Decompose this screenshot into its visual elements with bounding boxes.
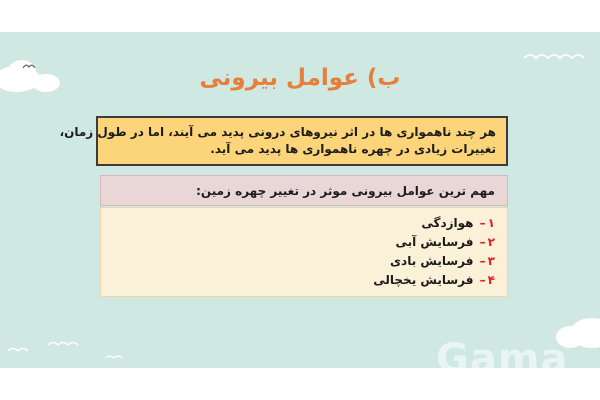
wave-icon (104, 352, 124, 360)
wave-icon (46, 338, 86, 348)
list-item (113, 271, 495, 290)
list-item-number: ۲ (487, 235, 495, 249)
wave-icon (522, 50, 592, 62)
cloud-left-small (32, 74, 60, 92)
wave-icon (6, 344, 32, 354)
dash-icon: – (479, 273, 486, 287)
list-item (113, 214, 495, 233)
dash-icon: – (479, 254, 486, 268)
intro-text-line-1: هر چند ناهمواری ها در اثر نیروهای درونی پدید می آیند، اما در طول زمان، (59, 125, 496, 139)
slide-title: ب) عوامل بیرونی (199, 65, 401, 91)
list-item-number: ۱ (487, 216, 495, 230)
list-item (113, 252, 495, 271)
list-item-number: ۳ (487, 254, 495, 268)
list-item-label: فرسایش آبی (395, 235, 474, 249)
list-item (113, 233, 495, 252)
dash-icon: – (479, 216, 486, 230)
watermark-logo: Gama (436, 336, 569, 382)
intro-box (59, 116, 508, 166)
intro-text-line-2: تغییرات زیادی در چهره ناهمواری ها پدید می آید. (210, 142, 496, 156)
list-item-label: فرسایش یخچالی (373, 273, 474, 287)
bird-icon (22, 62, 36, 70)
top-band (0, 0, 600, 32)
list-header: مهم ترین عوامل بیرونی موثر در تغییر چهره زمین: (100, 175, 508, 206)
list-item-number: ۴ (487, 273, 495, 287)
factor-list (100, 207, 508, 297)
list-item-label: هوازدگی (421, 216, 474, 230)
dash-icon: – (479, 235, 486, 249)
list-item-label: فرسایش بادی (390, 254, 474, 268)
